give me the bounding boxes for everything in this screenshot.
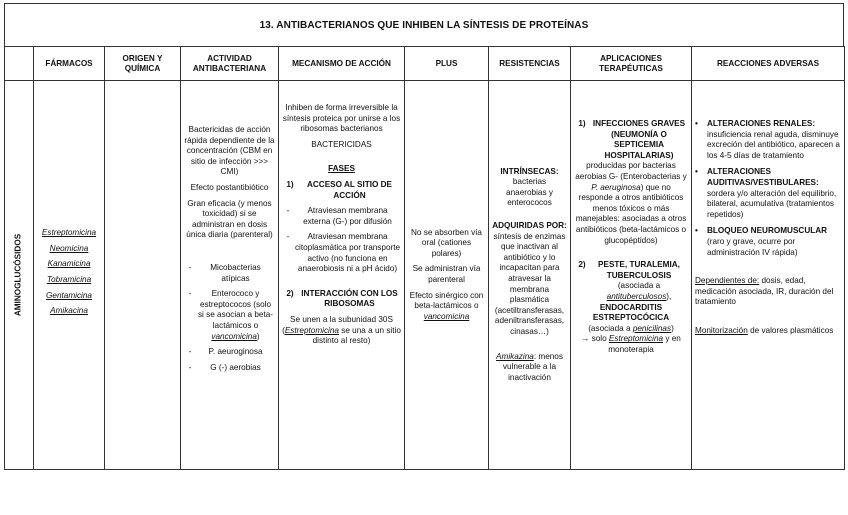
aplicacion-title: ENDOCARDITIS ESTREPTOCÓCICA bbox=[592, 302, 670, 323]
list-item: - Micobacterias atípicas bbox=[188, 262, 261, 283]
category-cell bbox=[5, 81, 34, 470]
drug-name: Neomicina bbox=[49, 243, 89, 253]
adquiridas-title: ADQUIRIDAS POR: bbox=[492, 221, 567, 231]
bullet-icon: • bbox=[695, 167, 698, 177]
bullet-icon: • bbox=[695, 119, 698, 128]
list-item: - Atraviesan membrana citoplasmática por transporte activo (no funciona en anaerobiosis ni a pH ácido) bbox=[286, 232, 401, 274]
monitorizacion-text: Monitorización de valores plasmáticos bbox=[695, 325, 834, 335]
header-reacciones: REACCIONES ADVERSAS bbox=[692, 47, 845, 81]
list-item: • ALTERACIONES AUDITIVAS/VESTIBULARES: sordera y/o alteración del equilibrio, bilateral, acumulativa (tratamientos repetidos) bbox=[695, 167, 837, 219]
aplicacion-text: producidas por bacterias aerobias G- (Enterobacterias y P. aeruginosa) que no responde a otros antibióticos menos tóxicos o más manejables: asociadas a otros antibióticos (beta-lactámicos o glucopéptidos) bbox=[575, 161, 687, 245]
actividad-text: Gran eficacia (y menos toxicidad) si se administran en dosis única diaria (parenteral) bbox=[186, 198, 273, 240]
list-item: • ALTERACIONES RENALES: insuficiencia renal aguda, disminuye excreción del antibiótico, aparecen a los 4-5 días de tratamiento bbox=[695, 119, 840, 160]
drug-name: Estreptomicina bbox=[41, 228, 97, 238]
plus-cell bbox=[405, 81, 489, 470]
drug-name: Amikacina bbox=[50, 306, 88, 316]
header-actividad: ACTIVIDAD ANTIBACTERIANA bbox=[181, 47, 279, 81]
list-item: • BLOQUEO NEUROMUSCULAR (raro y grave, ocurre por administración IV rápida) bbox=[695, 226, 828, 257]
header-category bbox=[5, 47, 34, 81]
step-heading: 2) INTERACCIÓN CON LOS RIBOSOMAS bbox=[286, 288, 398, 309]
table-row bbox=[5, 81, 845, 470]
list-item: - Atraviesan membrana externa (G-) por difusión bbox=[286, 206, 392, 226]
header-plus: PLUS bbox=[405, 47, 489, 81]
drugs-cell bbox=[34, 81, 105, 470]
step-text: Se unen a la subunidad 30S (Estreptomicina se una a un sitio distinto al resto) bbox=[282, 314, 401, 346]
aplicacion-text: (asociada a penicilinas) bbox=[588, 323, 674, 333]
mecanismo-cell bbox=[279, 81, 405, 470]
list-item: - Enterococo y estreptococos (solo si se asocian a beta-lactámicos o vancomicina) bbox=[188, 289, 274, 341]
intrinsecas-text: bacterias anaerobias y enterococos bbox=[506, 177, 553, 208]
dependientes-text: Dependientes de: dosis, edad, medicación asociada, IR, duración del tratamiento bbox=[695, 276, 834, 307]
actividad-text: Efecto postantibiótico bbox=[190, 182, 269, 192]
aplicacion-heading: 2) PESTE, TURALEMIA, TUBERCULOSIS (asociada a antituberculosos), bbox=[578, 260, 680, 301]
aplicaciones-cell bbox=[571, 81, 692, 470]
header-farmacos: FÁRMACOS bbox=[34, 47, 105, 81]
category-label: AMINOGLUCÓSIDOS bbox=[13, 233, 23, 317]
aplicacion-text: → solo Estreptomicina y en monoterapia bbox=[581, 334, 681, 354]
bullet-icon: • bbox=[695, 226, 698, 236]
list-item: - G (-) aerobias bbox=[188, 362, 261, 372]
resistencias-cell bbox=[489, 81, 571, 470]
reacciones-cell bbox=[692, 81, 845, 470]
mecanismo-bactericidas: BACTERICIDAS bbox=[311, 139, 372, 149]
table-title: 13. ANTIBACTERIANOS QUE INHIBEN LA SÍNTESIS DE PROTEÍNAS bbox=[4, 3, 844, 47]
header-aplicaciones: APLICACIONES TERAPÉUTICAS bbox=[571, 47, 692, 81]
fases-heading: FASES bbox=[328, 164, 355, 174]
drug-name: Tobramicina bbox=[46, 275, 92, 284]
drug-name: Kanamicina bbox=[47, 259, 91, 269]
intrinsecas-title: INTRÍNSECAS: bbox=[500, 166, 559, 176]
step-heading: 1) ACCESO AL SITIO DE ACCIÓN bbox=[286, 179, 393, 200]
plus-text: Se administran vía parenteral bbox=[412, 264, 481, 284]
list-item: - P. aeuroginosa bbox=[188, 347, 263, 357]
header-origen: ORIGEN Y QUÍMICA bbox=[105, 47, 181, 81]
origen-cell bbox=[105, 81, 181, 470]
mecanismo-intro: Inhiben de forma irreversible la síntesis proteica por unirse a los ribosomas bacterianos bbox=[282, 103, 401, 134]
adquiridas-text: síntesis de enzimas que inactivan al antibiótico y lo incapacitan para atravesar la membrana plasmática (acetiltransferasas, adeniltransferasas, cinasas…) bbox=[493, 231, 566, 336]
header-resistencias: RESISTENCIAS bbox=[489, 47, 571, 81]
header-row bbox=[5, 47, 845, 81]
plus-text: Efecto sinérgico con beta-lactámicos o vancomicina bbox=[409, 290, 484, 321]
arrow-icon: → bbox=[581, 334, 590, 344]
drug-name: Gentamicina bbox=[46, 290, 92, 300]
actividad-cell bbox=[181, 81, 279, 470]
amikazina-text: Amikazina: menos vulnerable a la inactivación bbox=[496, 351, 563, 382]
header-mecanismo: MECANISMO DE ACCIÓN bbox=[279, 47, 405, 81]
plus-text: No se absorben vía oral (cationes polares) bbox=[410, 227, 482, 258]
antibacterial-table bbox=[4, 46, 845, 470]
aplicacion-heading: 1) INFECCIONES GRAVES (NEUMONÍA O SEPTICEMIA HOSPITALARIAS) bbox=[578, 119, 686, 160]
actividad-text: Bactericidas de acción rápida dependiente de la concentración (CBM en sitio de infección >>> CMI) bbox=[184, 125, 275, 177]
